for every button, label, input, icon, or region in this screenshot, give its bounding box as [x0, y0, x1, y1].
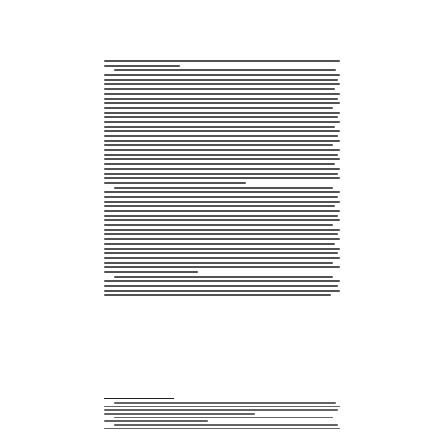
paragraph [104, 187, 340, 273]
running-header [104, 36, 114, 41]
paragraph [104, 69, 340, 184]
footnote [104, 417, 340, 422]
footnote [104, 424, 340, 429]
paragraph [104, 60, 340, 67]
paragraph [104, 276, 340, 297]
footnote-separator [104, 398, 174, 399]
footnote [104, 402, 340, 415]
body-text [104, 60, 340, 299]
footnotes [104, 402, 340, 432]
